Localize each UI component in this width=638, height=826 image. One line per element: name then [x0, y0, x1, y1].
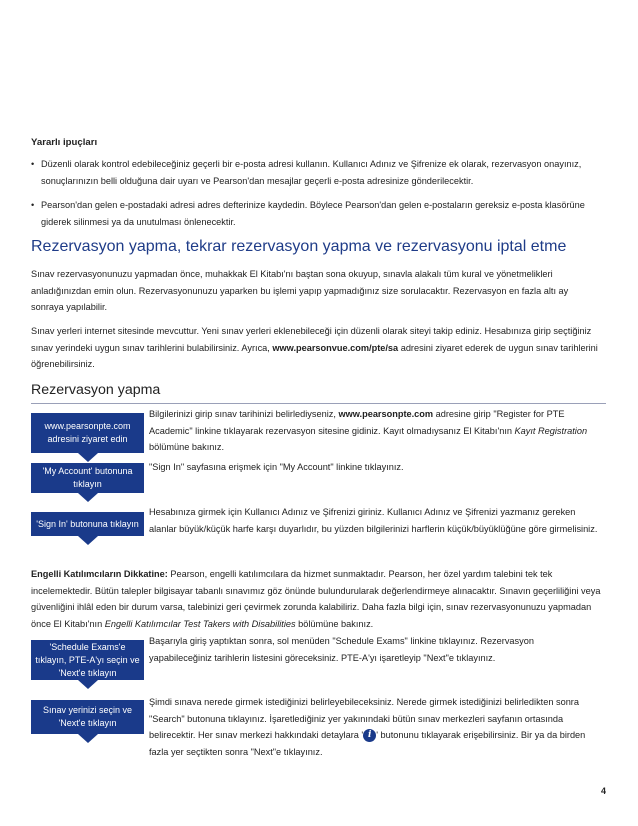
step-my-account: 'My Account' butonuna tıklayın	[31, 463, 144, 493]
tip-bullet-1	[31, 156, 606, 189]
step-2-description: "Sign In" sayfasına erişmek için "My Account" linkine tıklayınız.	[149, 462, 404, 472]
step1-desc-italic: Kayıt Registration	[514, 425, 588, 436]
step-arrow-icon	[78, 680, 98, 689]
disability-note-end: bölümüne bakınız.	[295, 618, 374, 629]
step-arrow-icon	[78, 453, 98, 462]
step1-desc-c: bölümüne bakınız.	[149, 442, 225, 452]
pearsonpte-link[interactable]: www.pearsonpte.com	[338, 409, 434, 419]
step-visit-site: www.pearsonpte.com adresini ziyaret edin	[31, 413, 144, 453]
step-sign-in: 'Sign In' butonuna tıklayın	[31, 512, 144, 536]
pearsonvue-link[interactable]: www.pearsonvue.com/pte/sa	[272, 342, 399, 353]
step-schedule-exams: 'Schedule Exams'e tıklayın, PTE-A'yı seçin ve 'Next'e tıklayın	[31, 640, 144, 680]
para2-text-b: adresini ziyaret ederek de uygun sınav tarihlerini öğrenebilirsiniz.	[31, 342, 598, 369]
disability-note-title: Engelli Katılımcıların Dikkatine:	[31, 569, 168, 579]
tips-title: Yararlı ipuçları	[31, 137, 98, 148]
divider	[31, 403, 606, 404]
step1-desc-a: Bilgilerinizi girip sınav tarihinizi belirlediyseniz,	[149, 409, 339, 419]
step-arrow-icon	[78, 734, 98, 743]
para2-text-a: Sınav yerleri internet sitesinde mevcuttur. Yeni sınav yerleri eklenebileceği için düzenli olarak siteyi takip ediniz. Hesabınıza girip seçtiğiniz sınav yerindeki uygun sınav tarihlerini bulabilirsiniz. Ayrıca,	[31, 326, 592, 353]
step-select-location: Sınav yerinizi seçin ve 'Next'e tıklayın	[31, 700, 144, 734]
step-1-description	[149, 406, 599, 456]
tip-text-1: Düzenli olarak kontrol edebileceğiniz geçerli bir e-posta adresi kullanın. Kullanıcı Adınız ve Şifrenize ek olarak, rezervasyon onayınız, sonuçlarınızın belli olduğuna dair uyarı ve Pearson'dan mesajlar geçerli e-posta adresinize gönderilecektir.	[41, 159, 582, 186]
step5-desc-b: ' butonunu tıklayarak erişebilirsiniz. Bir ya da birden fazla yer seçtikten sonra "Next"e tıklayınız.	[149, 730, 586, 757]
page-number: 4	[600, 786, 606, 796]
step-5-description	[149, 694, 599, 760]
step5-desc-a: Şimdi sınava nerede girmek istediğinizi belirleyebileceksiniz. Nerede girmek istediğinizi belirledikten sonra "Search" butonuna tıklayınız. İşaretlediğiniz yer yakınındaki bütün sınav merkezleri sayfanın ortasında belirecektir. Her sınav merkezi hakkındaki detaylara '	[149, 697, 579, 740]
step-arrow-icon	[78, 536, 98, 545]
section-heading: Rezervasyon yapma, tekrar rezervasyon yapma ve rezervasyonu iptal etme	[31, 238, 567, 255]
disability-note-text: Pearson, engelli katılımcılara da hizmet sunmaktadır. Pearson, her özel yardım talebini tek tek incelemektedir. Bütün talepler bilgisayar tabanlı sınavımız göz önünde bulundurularak değerlendirmeye alınacaktır. Sınavın geçerliliğini veya güvenliğini ihlâl eden bir durum varsa, talebinizi geri çevirmek zorunda kalabiliriz. Daha fazla bilgi için, sınav rezervasyonunuzu yapmadan önce El Kitabı'nın	[31, 569, 601, 629]
disability-note	[31, 566, 606, 632]
bullet-dot: •	[31, 159, 35, 169]
step-4-description: Başarıyla giriş yaptıktan sonra, sol menüden "Schedule Exams" linkine tıklayınız. Rezervasyon yapabileceğiniz tarihlerin listesini göreceksiniz. PTE-A'yı işaretleyip "Next"e tıklayınız.	[149, 636, 534, 663]
tip-text-2: Pearson'dan gelen e-postadaki adresi adres defterinize kaydedin. Böylece Pearson'dan gelen e-postaların gereksiz e-posta klasörüne giderek silinmesi ya da unutulması önlenecektir.	[41, 200, 585, 227]
disability-note-italic: Engelli Katılımcılar Test Takers with Disabilities	[104, 618, 296, 629]
booking-heading: Rezervasyon yapma	[31, 382, 161, 398]
step-3-description: Hesabınıza girmek için Kullanıcı Adınız ve Şifrenizi giriniz. Kullanıcı Adınız ve Şifrenizi yazmanız gereken alanlar büyük/küçük harfe karşı duyarlıdır, bu yüzden bilgilerinizi harflerin küçük/büyüklüğüne göre girmelisiniz.	[149, 507, 598, 534]
info-icon: i	[363, 729, 376, 742]
section-paragraph-1: Sınav rezervasyonunuzu yapmadan önce, muhakkak El Kitabı'nı baştan sona okuyup, sınavla alakalı tüm kural ve yönetmelikleri anladığınızdan emin olun. Rezervasyonunuzu yaparken bu işlemi yapıp yapmadığınız size sorulacaktır. Rezervasyon en fazla altı ay sonraya yapılabilir.	[31, 269, 569, 312]
step-arrow-icon	[78, 493, 98, 502]
section-paragraph-2	[31, 323, 601, 373]
bullet-dot: •	[31, 200, 35, 210]
step1-desc-b: adresine girip "Register for PTE Academic" linkine tıklayarak rezervasyon sitesine gidiniz. Kayıt olmadıysanız El Kitabı'nın	[149, 409, 565, 436]
tip-bullet-2	[31, 197, 606, 230]
